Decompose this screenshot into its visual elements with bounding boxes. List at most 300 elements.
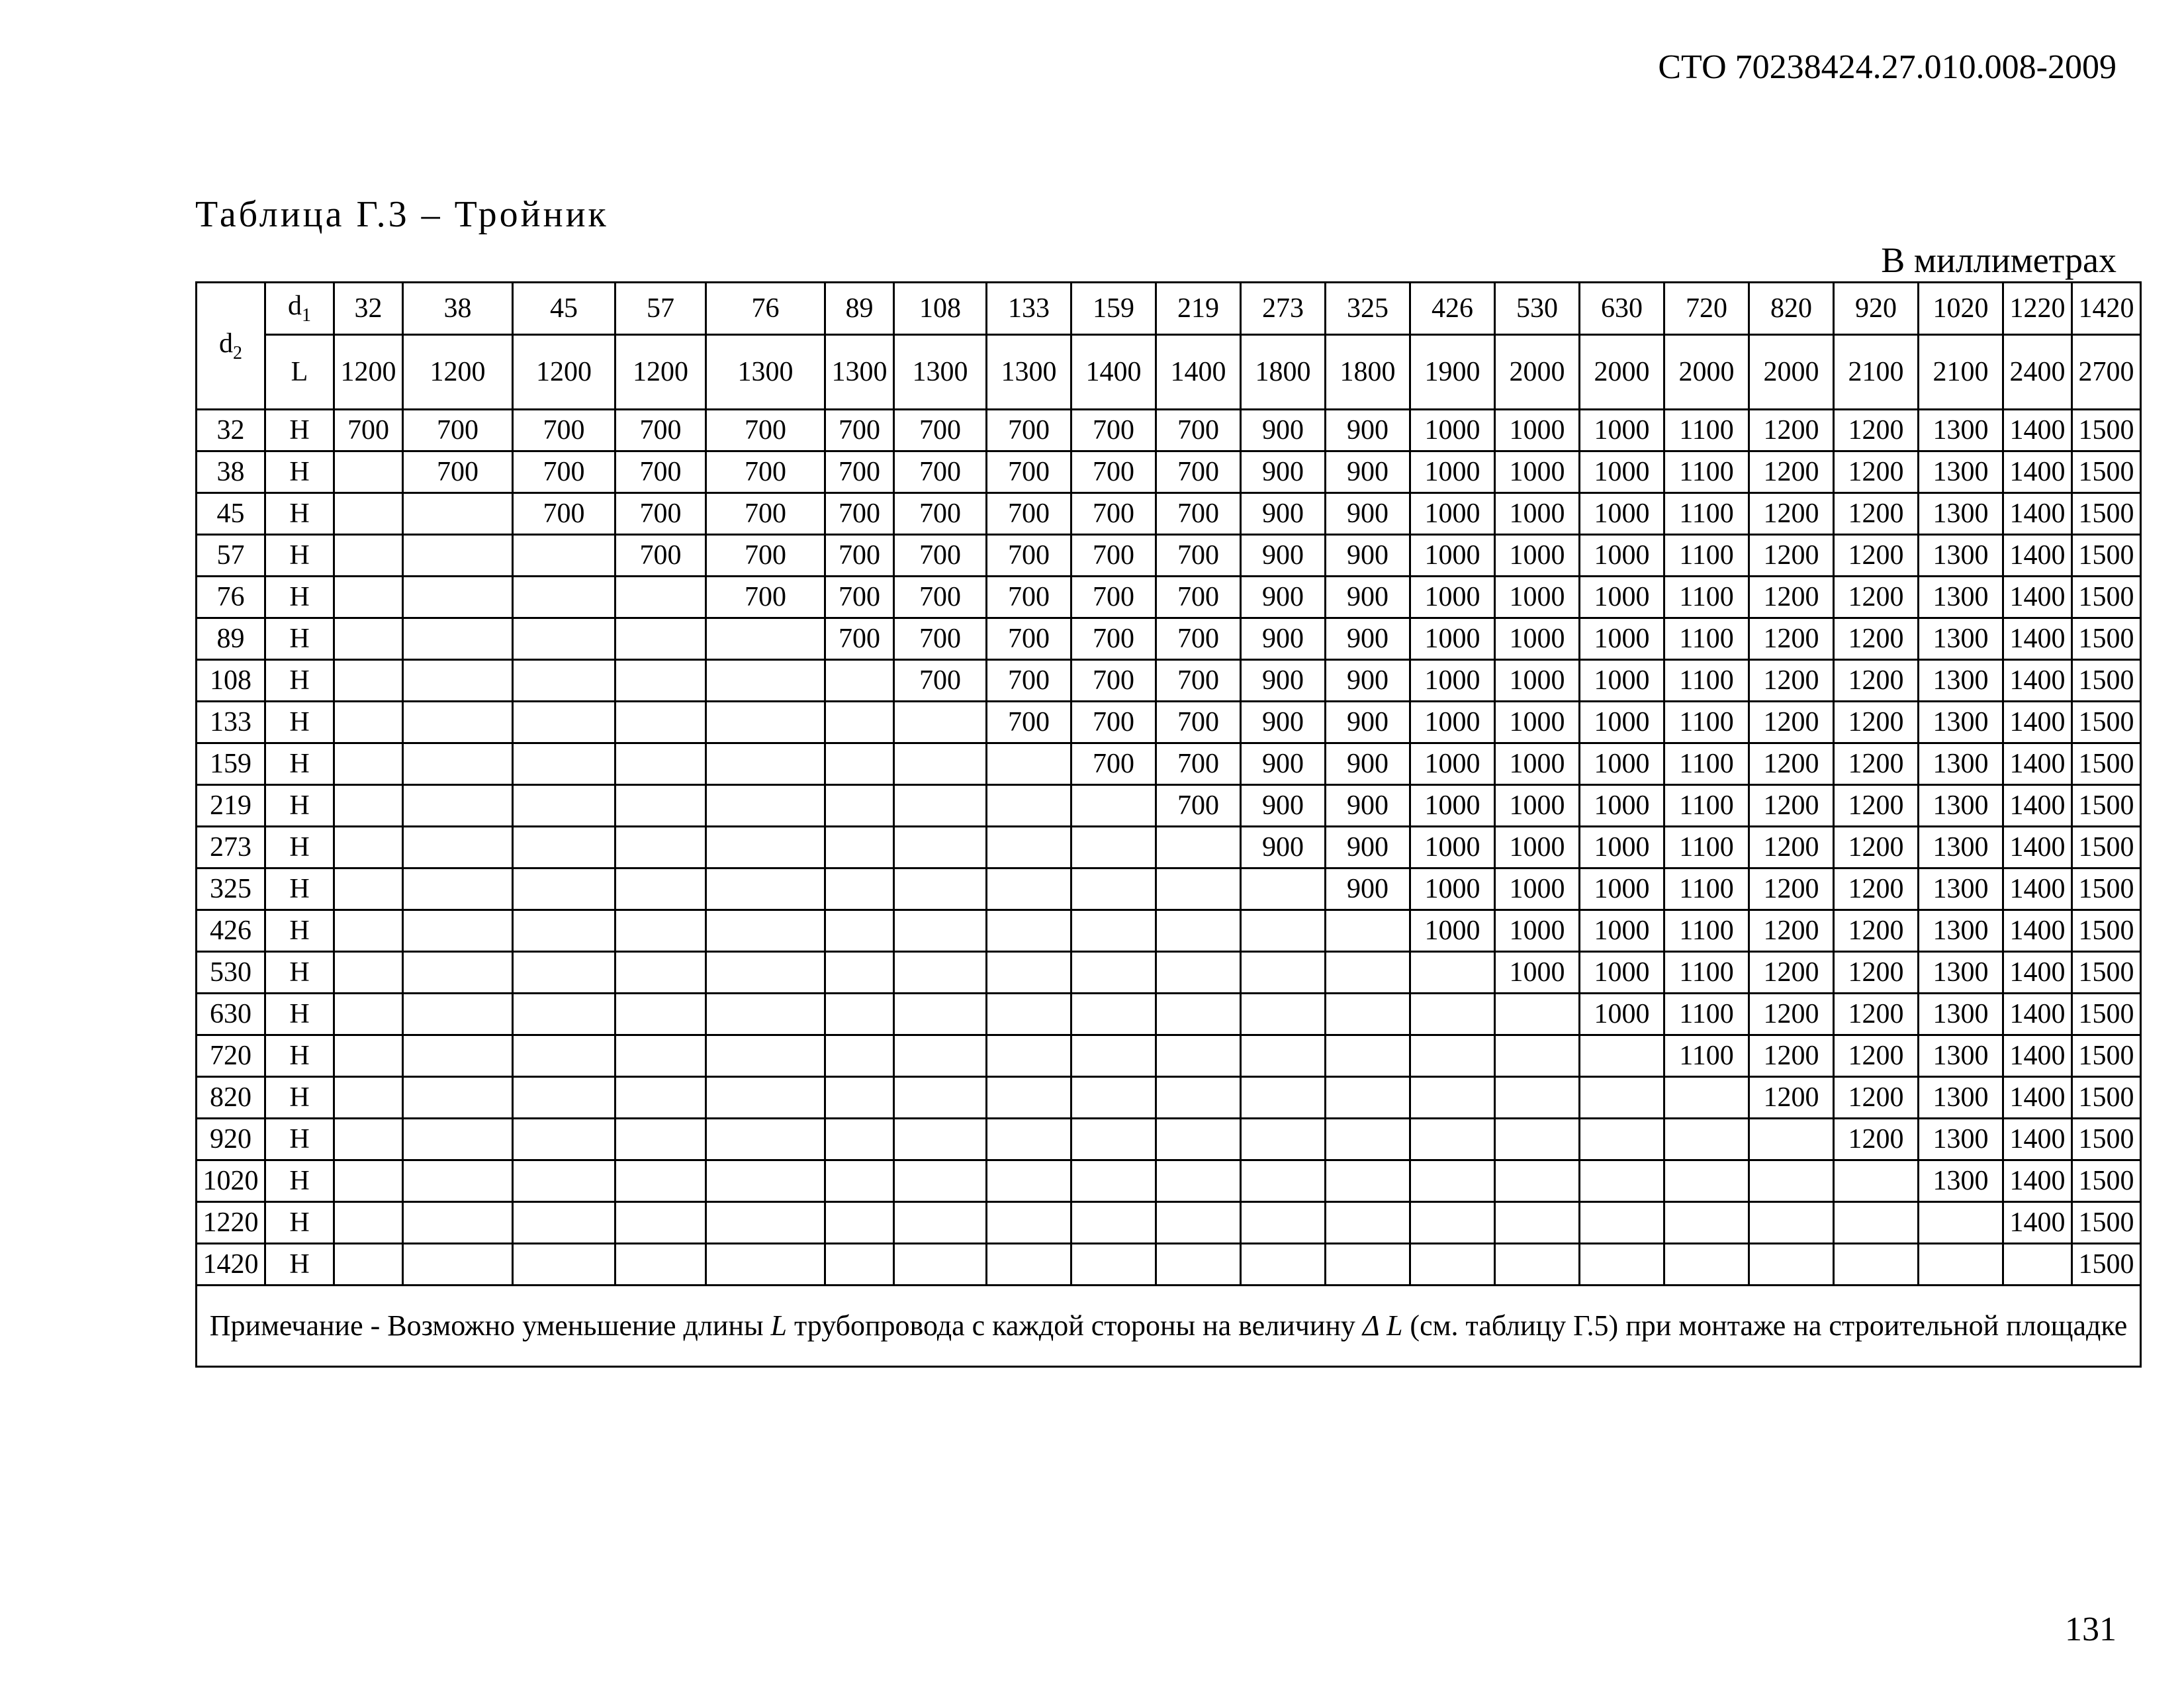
cell-h — [1580, 1160, 1664, 1202]
cell-h: 700 — [825, 451, 894, 493]
cell-h: 1000 — [1410, 910, 1495, 952]
cell-h: 1400 — [2003, 743, 2072, 785]
cell-h: 700 — [1156, 410, 1241, 451]
cell-h: 1500 — [2072, 451, 2141, 493]
cell-h — [513, 1244, 615, 1286]
cell-h — [894, 743, 987, 785]
cell-h — [987, 1035, 1071, 1077]
cell-h: 1500 — [2072, 618, 2141, 660]
row-label: Н — [265, 743, 334, 785]
cell-h — [1326, 1202, 1410, 1244]
cell-h — [706, 952, 825, 994]
cell-h: 700 — [1156, 618, 1241, 660]
cell-h — [1326, 994, 1410, 1035]
cell-h — [615, 702, 706, 743]
cell-h: 700 — [894, 451, 987, 493]
header-d1-value: 1220 — [2003, 283, 2072, 335]
cell-h — [403, 1119, 513, 1160]
cell-h: 1200 — [1834, 577, 1919, 618]
cell-h — [894, 827, 987, 868]
cell-h — [334, 577, 403, 618]
cell-h — [987, 1077, 1071, 1119]
cell-h — [513, 952, 615, 994]
table-row — [197, 1035, 2184, 1077]
cell-h: 1100 — [1664, 660, 1749, 702]
cell-h: 1500 — [2072, 868, 2141, 910]
cell-h: 1100 — [1664, 743, 1749, 785]
header-d1-value: 1420 — [2072, 283, 2141, 335]
cell-h: 1400 — [2003, 577, 2072, 618]
header-d1-value: 38 — [403, 283, 513, 335]
table-title: Таблица Г.3 – Тройник — [195, 194, 609, 235]
cell-h: 1500 — [2072, 660, 2141, 702]
cell-h: 1400 — [2003, 618, 2072, 660]
row-d2: 920 — [197, 1119, 265, 1160]
cell-h — [334, 535, 403, 577]
cell-h: 700 — [825, 618, 894, 660]
cell-h — [1156, 827, 1241, 868]
cell-h — [706, 702, 825, 743]
row-d2: 32 — [197, 410, 265, 451]
cell-h — [987, 827, 1071, 868]
cell-h: 1000 — [1495, 451, 1580, 493]
cell-h: 1300 — [1919, 1119, 2003, 1160]
table-row — [197, 868, 2184, 910]
cell-h — [825, 1077, 894, 1119]
cell-h: 1000 — [1495, 910, 1580, 952]
cell-h — [403, 952, 513, 994]
table-row — [197, 451, 2184, 493]
cell-h — [513, 1119, 615, 1160]
cell-h — [1071, 994, 1156, 1035]
cell-h — [513, 827, 615, 868]
cell-h — [825, 743, 894, 785]
cell-h: 1000 — [1410, 535, 1495, 577]
cell-h — [987, 1244, 1071, 1286]
cell-h: 1300 — [1919, 493, 2003, 535]
cell-h: 700 — [1071, 743, 1156, 785]
cell-h: 900 — [1326, 493, 1410, 535]
cell-h — [334, 1119, 403, 1160]
cell-h — [1071, 868, 1156, 910]
cell-h — [513, 702, 615, 743]
header-l-value: 1400 — [1071, 335, 1156, 410]
cell-h: 1200 — [1834, 952, 1919, 994]
table-row — [197, 994, 2184, 1035]
cell-h: 900 — [1326, 618, 1410, 660]
header-l-value: 1200 — [403, 335, 513, 410]
cell-h — [1664, 1077, 1749, 1119]
header-l: L — [265, 335, 334, 410]
cell-h — [615, 785, 706, 827]
cell-h — [1241, 1119, 1326, 1160]
cell-h: 1200 — [1834, 535, 1919, 577]
header-l-value: 2700 — [2072, 335, 2141, 410]
cell-h: 1500 — [2072, 1244, 2141, 1286]
cell-h: 1000 — [1495, 827, 1580, 868]
cell-h: 1400 — [2003, 451, 2072, 493]
table-row — [197, 1244, 2184, 1286]
cell-h — [615, 1160, 706, 1202]
cell-h — [1241, 868, 1326, 910]
header-l-value: 1800 — [1241, 335, 1326, 410]
cell-h — [1326, 1244, 1410, 1286]
cell-h — [615, 1119, 706, 1160]
cell-h: 1000 — [1410, 785, 1495, 827]
cell-h: 1200 — [1749, 1077, 1834, 1119]
cell-h — [513, 660, 615, 702]
table-row — [197, 618, 2184, 660]
cell-h — [513, 743, 615, 785]
table-row — [197, 702, 2184, 743]
cell-h — [334, 493, 403, 535]
cell-h: 1000 — [1580, 827, 1664, 868]
cell-h: 1500 — [2072, 702, 2141, 743]
header-d1-value: 530 — [1495, 283, 1580, 335]
cell-h — [334, 952, 403, 994]
cell-h — [894, 785, 987, 827]
cell-h: 1400 — [2003, 410, 2072, 451]
cell-h — [1749, 1160, 1834, 1202]
cell-h — [706, 743, 825, 785]
cell-h — [1495, 1160, 1580, 1202]
cell-h — [825, 868, 894, 910]
cell-h: 700 — [1156, 451, 1241, 493]
header-d2: $d_2$ — [197, 283, 265, 410]
cell-h: 1100 — [1664, 785, 1749, 827]
cell-h: 1000 — [1580, 910, 1664, 952]
row-d2: 76 — [197, 577, 265, 618]
cell-h — [1241, 1035, 1326, 1077]
cell-h: 1300 — [1919, 785, 2003, 827]
cell-h: 1000 — [1580, 451, 1664, 493]
cell-h — [615, 1077, 706, 1119]
cell-h — [987, 1119, 1071, 1160]
cell-h: 1400 — [2003, 952, 2072, 994]
cell-h: 1200 — [1834, 1035, 1919, 1077]
cell-h — [1156, 1119, 1241, 1160]
cell-h: 1300 — [1919, 1035, 2003, 1077]
cell-h — [513, 577, 615, 618]
cell-h — [403, 577, 513, 618]
cell-h — [403, 910, 513, 952]
cell-h: 1000 — [1410, 660, 1495, 702]
cell-h — [894, 952, 987, 994]
cell-h — [825, 827, 894, 868]
cell-h: 900 — [1241, 702, 1326, 743]
cell-h: 1000 — [1580, 868, 1664, 910]
header-row-d1 — [197, 283, 2184, 335]
cell-h — [1241, 994, 1326, 1035]
cell-h — [513, 1035, 615, 1077]
cell-h — [987, 785, 1071, 827]
row-label: Н — [265, 577, 334, 618]
header-d1: $d_1$ — [265, 283, 334, 335]
document-code: СТО 70238424.27.010.008-2009 — [1658, 48, 2116, 86]
cell-h — [1156, 952, 1241, 994]
row-label: Н — [265, 1160, 334, 1202]
cell-h: 700 — [1156, 743, 1241, 785]
cell-h — [334, 994, 403, 1035]
cell-h: 700 — [403, 451, 513, 493]
cell-h — [1241, 1077, 1326, 1119]
header-d1-value: 133 — [987, 283, 1071, 335]
cell-h: 1500 — [2072, 910, 2141, 952]
cell-h: 900 — [1241, 660, 1326, 702]
cell-h: 700 — [825, 410, 894, 451]
header-l-value: 1200 — [513, 335, 615, 410]
cell-h: 1200 — [1834, 785, 1919, 827]
cell-h: 900 — [1326, 785, 1410, 827]
header-d1-value: 720 — [1664, 283, 1749, 335]
cell-h — [894, 1160, 987, 1202]
cell-h: 1100 — [1664, 868, 1749, 910]
cell-h: 900 — [1241, 743, 1326, 785]
cell-h — [1071, 1160, 1156, 1202]
cell-h — [1156, 1077, 1241, 1119]
cell-h: 700 — [1071, 451, 1156, 493]
cell-h — [403, 1202, 513, 1244]
cell-h: 1000 — [1410, 702, 1495, 743]
cell-h — [706, 1202, 825, 1244]
cell-h — [1410, 1119, 1495, 1160]
cell-h — [894, 1244, 987, 1286]
cell-h: 1100 — [1664, 1035, 1749, 1077]
header-d1-value: 57 — [615, 283, 706, 335]
cell-h — [894, 1202, 987, 1244]
cell-h: 1500 — [2072, 827, 2141, 868]
cell-h: 1400 — [2003, 493, 2072, 535]
cell-h — [1156, 910, 1241, 952]
cell-h: 1000 — [1410, 868, 1495, 910]
cell-h: 900 — [1241, 451, 1326, 493]
note-text: (см. таблицу Г.5) при монтаже на строительной площадке — [1402, 1309, 2128, 1342]
cell-h — [1495, 1244, 1580, 1286]
cell-h: 700 — [987, 535, 1071, 577]
cell-h: 1000 — [1410, 618, 1495, 660]
cell-h — [1664, 1160, 1749, 1202]
cell-h — [1156, 868, 1241, 910]
cell-h: 1200 — [1749, 702, 1834, 743]
row-d2: 820 — [197, 1077, 265, 1119]
row-d2: 720 — [197, 1035, 265, 1077]
cell-h: 700 — [1156, 493, 1241, 535]
cell-h: 700 — [706, 577, 825, 618]
cell-h — [825, 910, 894, 952]
cell-h — [403, 618, 513, 660]
cell-h — [1834, 1202, 1919, 1244]
cell-h: 1300 — [1919, 910, 2003, 952]
row-label: Н — [265, 1077, 334, 1119]
cell-h: 900 — [1326, 702, 1410, 743]
cell-h — [403, 743, 513, 785]
cell-h: 900 — [1241, 618, 1326, 660]
cell-h — [403, 1244, 513, 1286]
cell-h: 900 — [1241, 493, 1326, 535]
cell-h: 1200 — [1834, 702, 1919, 743]
cell-h — [1071, 1202, 1156, 1244]
cell-h — [1156, 1202, 1241, 1244]
cell-h — [1664, 1244, 1749, 1286]
cell-h — [1410, 994, 1495, 1035]
cell-h — [894, 702, 987, 743]
header-d1-value: 630 — [1580, 283, 1664, 335]
header-d1-value: 89 — [825, 283, 894, 335]
cell-h: 900 — [1241, 577, 1326, 618]
cell-h: 1000 — [1495, 868, 1580, 910]
cell-h: 700 — [825, 535, 894, 577]
cell-h: 1100 — [1664, 410, 1749, 451]
cell-h: 1200 — [1749, 785, 1834, 827]
cell-h: 1100 — [1664, 827, 1749, 868]
cell-h — [825, 702, 894, 743]
cell-h — [513, 994, 615, 1035]
cell-h: 1200 — [1749, 994, 1834, 1035]
cell-h — [706, 994, 825, 1035]
row-label: Н — [265, 994, 334, 1035]
cell-h: 700 — [1156, 785, 1241, 827]
cell-h — [894, 868, 987, 910]
cell-h: 1300 — [1919, 743, 2003, 785]
cell-h — [706, 660, 825, 702]
cell-h — [1326, 952, 1410, 994]
cell-h — [334, 1202, 403, 1244]
cell-h: 900 — [1326, 410, 1410, 451]
table-row — [197, 410, 2184, 451]
cell-h — [403, 1160, 513, 1202]
cell-h — [1241, 910, 1326, 952]
cell-h: 1400 — [2003, 868, 2072, 910]
cell-h — [334, 910, 403, 952]
cell-h: 1500 — [2072, 952, 2141, 994]
cell-h — [1241, 1244, 1326, 1286]
table-row — [197, 493, 2184, 535]
cell-h — [1749, 1202, 1834, 1244]
cell-h — [706, 827, 825, 868]
cell-h: 1200 — [1749, 660, 1834, 702]
cell-h — [403, 493, 513, 535]
cell-h — [1410, 1077, 1495, 1119]
cell-h: 1300 — [1919, 868, 2003, 910]
cell-h: 1400 — [2003, 1160, 2072, 1202]
cell-h: 700 — [894, 618, 987, 660]
cell-h: 1100 — [1664, 952, 1749, 994]
cell-h — [706, 868, 825, 910]
cell-h — [615, 1202, 706, 1244]
cell-h — [1580, 1202, 1664, 1244]
cell-h: 1000 — [1495, 618, 1580, 660]
cell-h — [1326, 910, 1410, 952]
cell-h — [1071, 1077, 1156, 1119]
header-d1-value: 45 — [513, 283, 615, 335]
row-label: Н — [265, 785, 334, 827]
header-row-length — [197, 335, 2184, 410]
cell-h — [1495, 1202, 1580, 1244]
cell-h: 1000 — [1495, 702, 1580, 743]
cell-h: 1400 — [2003, 1119, 2072, 1160]
row-label: Н — [265, 827, 334, 868]
header-d1-value: 820 — [1749, 283, 1834, 335]
cell-h: 1400 — [2003, 827, 2072, 868]
table-row — [197, 577, 2184, 618]
cell-h: 700 — [706, 410, 825, 451]
cell-h: 900 — [1326, 577, 1410, 618]
cell-h — [334, 743, 403, 785]
cell-h: 1500 — [2072, 994, 2141, 1035]
cell-h: 700 — [987, 451, 1071, 493]
cell-h — [706, 1119, 825, 1160]
cell-h — [334, 618, 403, 660]
header-l-value: 2000 — [1664, 335, 1749, 410]
cell-h — [825, 994, 894, 1035]
row-d2: 89 — [197, 618, 265, 660]
row-d2: 219 — [197, 785, 265, 827]
cell-h — [1410, 1244, 1495, 1286]
cell-h: 1200 — [1749, 618, 1834, 660]
cell-h: 1400 — [2003, 910, 2072, 952]
cell-h: 1100 — [1664, 535, 1749, 577]
cell-h: 1200 — [1834, 1077, 1919, 1119]
row-d2: 530 — [197, 952, 265, 994]
cell-h — [1326, 1077, 1410, 1119]
cell-h — [1071, 1035, 1156, 1077]
cell-h: 700 — [706, 451, 825, 493]
cell-h: 1300 — [1919, 451, 2003, 493]
cell-h: 1400 — [2003, 1202, 2072, 1244]
header-d1-value: 325 — [1326, 283, 1410, 335]
cell-h — [513, 910, 615, 952]
header-l-value: 2400 — [2003, 335, 2072, 410]
cell-h — [1071, 1244, 1156, 1286]
cell-h: 1500 — [2072, 493, 2141, 535]
cell-h: 1100 — [1664, 994, 1749, 1035]
header-d1-value: 32 — [334, 283, 403, 335]
row-d2: 45 — [197, 493, 265, 535]
header-l-value: 1400 — [1156, 335, 1241, 410]
note-text: Δ L — [1362, 1309, 1403, 1342]
note-text: L — [770, 1309, 788, 1342]
cell-h: 1400 — [2003, 994, 2072, 1035]
cell-h — [987, 910, 1071, 952]
cell-h: 1000 — [1410, 451, 1495, 493]
cell-h: 1400 — [2003, 660, 2072, 702]
cell-h — [1326, 1119, 1410, 1160]
cell-h: 1200 — [1749, 868, 1834, 910]
cell-h: 700 — [987, 577, 1071, 618]
cell-h: 1100 — [1664, 618, 1749, 660]
cell-h: 1500 — [2072, 535, 2141, 577]
cell-h: 700 — [1156, 702, 1241, 743]
table-row — [197, 535, 2184, 577]
cell-h — [513, 535, 615, 577]
cell-h — [1495, 1077, 1580, 1119]
cell-h: 700 — [825, 493, 894, 535]
cell-h — [894, 994, 987, 1035]
cell-h: 700 — [1071, 618, 1156, 660]
row-label: Н — [265, 493, 334, 535]
cell-h: 1300 — [1919, 994, 2003, 1035]
cell-h: 1300 — [1919, 535, 2003, 577]
cell-h — [615, 910, 706, 952]
header-l-value: 2000 — [1749, 335, 1834, 410]
cell-h — [706, 910, 825, 952]
cell-h — [987, 1160, 1071, 1202]
cell-h — [513, 868, 615, 910]
cell-h — [615, 577, 706, 618]
cell-h — [615, 994, 706, 1035]
cell-h — [513, 1077, 615, 1119]
header-l-value: 1800 — [1326, 335, 1410, 410]
